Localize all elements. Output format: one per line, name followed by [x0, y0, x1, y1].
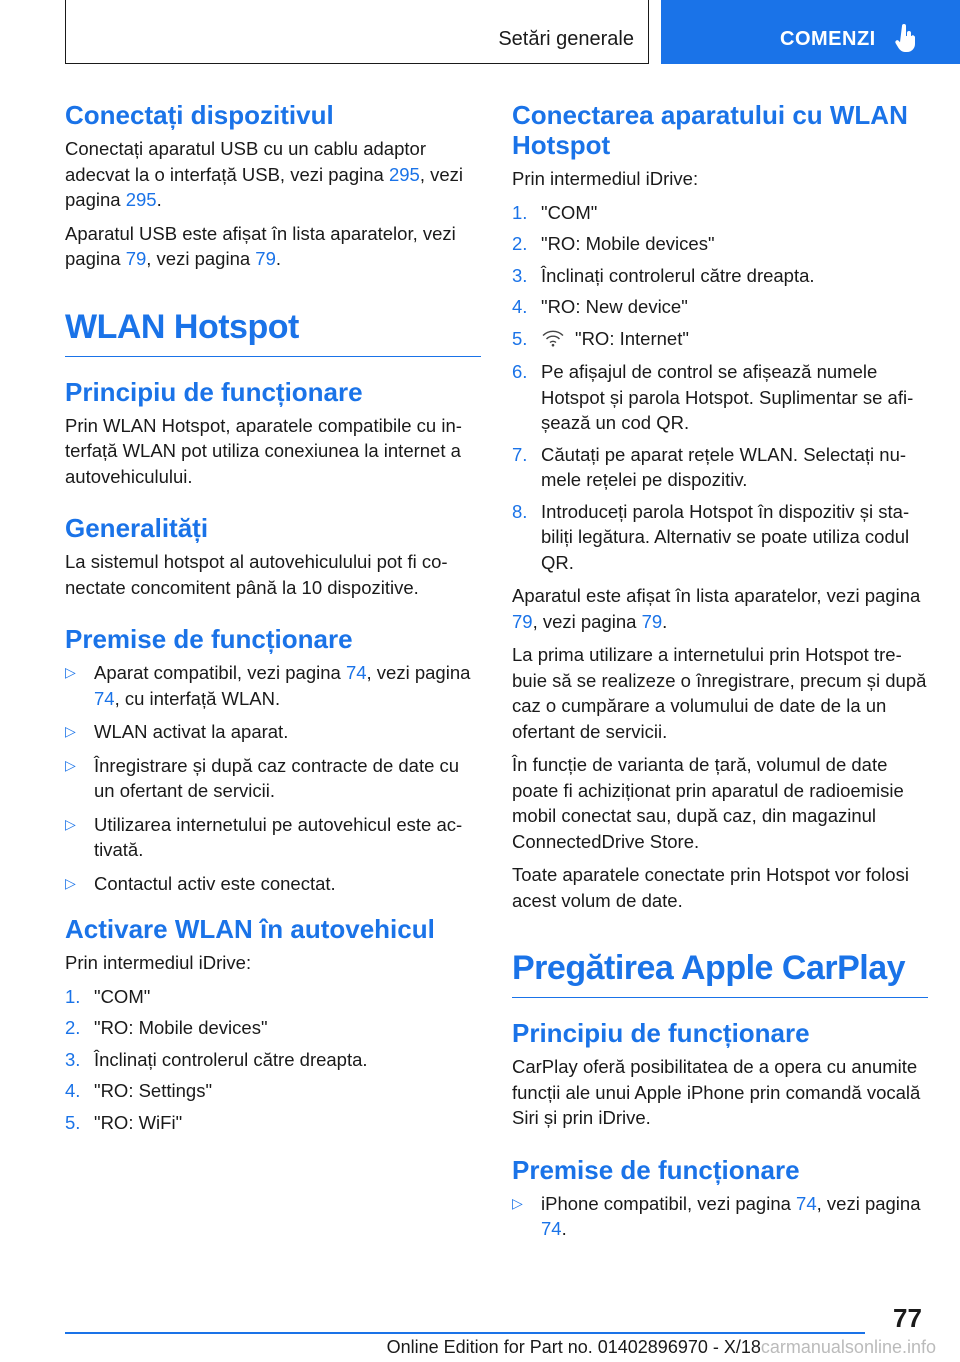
- list-item: 7. Căutați pe aparat rețele WLAN. Selectați numele rețelei pe dispozitiv.: [512, 443, 907, 490]
- page-link[interactable]: 74: [345, 662, 367, 683]
- list-item: 1. "COM": [65, 985, 151, 1007]
- triangle-bullet-icon: ▷: [65, 723, 76, 739]
- carplay-premises-list: [512, 1191, 928, 1242]
- footer-rule: [65, 1332, 865, 1334]
- page-link[interactable]: 79: [641, 610, 663, 632]
- heading-connect-device: Conectați dispozitivul: [65, 100, 334, 130]
- list-item: 6. Pe afișajul de control se afișează numele Hotspot și parola Hotspot. Suplimentar se afișează un cod QR.: [512, 361, 914, 433]
- comenzi-tab[interactable]: [661, 0, 960, 64]
- left-column: [65, 100, 481, 1143]
- para-carplay-principle: CarPlay oferă posibilitatea de a opera cu anumite funcții ale unui Apple iPhone prin comandă vocală Siri și prin iDrive.: [512, 1056, 921, 1128]
- heading-premises: Premise de funcționare: [65, 624, 353, 654]
- list-item: 3. Înclinați controlerul către dreapta.: [512, 264, 815, 286]
- watermark: carmanualsonline.info: [760, 1337, 936, 1357]
- page-link[interactable]: 295: [125, 189, 157, 210]
- page-link[interactable]: 74: [541, 1218, 562, 1239]
- heading-premises: Premise de funcționare: [512, 1154, 800, 1185]
- heading-general: Generalități: [65, 513, 209, 543]
- para-idrive: Prin intermediul iDrive:: [512, 168, 699, 189]
- para-usb-listed: Aparatul USB este afișat în lista aparatelor, vezi pagina 79, vezi pagina 79.: [65, 222, 456, 269]
- para-general: La sistemul hotspot al autovehiculului pot fi conectate concomitent până la 10 dispozitive.: [65, 551, 448, 598]
- list-item: 4. "RO: Settings": [65, 1080, 213, 1101]
- list-item: 5. "RO: Internet": [512, 326, 928, 354]
- hand-pointer-icon: [895, 24, 917, 57]
- list-item: 8. Introduceți parola Hotspot în dispozitiv și stabiliți legătura. Alternativ se poate utiliza codul QR.: [512, 500, 910, 573]
- edition-text: Online Edition for Part no. 01402896970 - X/18: [386, 1337, 761, 1357]
- list-item: ▷ iPhone compatibil, vezi pagina 74, vezi pagina 74.: [512, 1192, 921, 1239]
- page-link[interactable]: 79: [255, 248, 276, 269]
- list-item: ▷ Aparat compatibil, vezi pagina 74, vezi pagina 74, cu interfață WLAN.: [65, 662, 471, 709]
- footer: [0, 1337, 936, 1358]
- para-idrive: Prin intermediul iDrive:: [65, 952, 252, 973]
- list-item: ▷ Utilizarea internetului pe autovehicul este activată.: [65, 813, 463, 860]
- premises-list: [65, 660, 481, 896]
- heading-connect-hotspot: Conectarea aparatului cu WLAN Hotspot: [512, 100, 908, 160]
- triangle-bullet-icon: ▷: [512, 1194, 523, 1211]
- triangle-bullet-icon: ▷: [65, 874, 76, 891]
- wifi-icon: [541, 328, 565, 354]
- para-principle: Prin WLAN Hotspot, aparatele compatibile cu interfață WLAN pot utiliza conexiunea la internet a autovehiculului.: [65, 414, 462, 487]
- tab-label: COMENZI: [780, 28, 876, 50]
- right-column: [512, 100, 928, 1250]
- list-item: 1. "COM": [512, 201, 598, 223]
- page-link[interactable]: 295: [388, 163, 420, 185]
- triangle-bullet-icon: ▷: [65, 815, 76, 832]
- heading-principle: Principiu de funcționare: [65, 376, 363, 407]
- page-link[interactable]: 79: [125, 248, 147, 269]
- list-item: 5. "RO: WiFi": [65, 1111, 183, 1133]
- para-country-variant: În funcție de varianta de țară, volumul de date poate fi achiziționat prin aparatul de radioemisie mobil conectat sau, după caz, din magazinul ConnectedDrive Store.: [512, 754, 904, 852]
- list-item: ▷ Contactul activ este conectat.: [65, 871, 481, 897]
- list-item: ▷ Înregistrare și după caz contracte de date cu un ofertant de servicii.: [65, 754, 460, 801]
- list-item: 2. "RO: Mobile devices": [65, 1017, 268, 1038]
- list-item: ▷ WLAN activat la aparat.: [65, 719, 481, 745]
- triangle-bullet-icon: ▷: [65, 756, 76, 773]
- activate-steps: [65, 984, 481, 1136]
- para-device-listed: Aparatul este afișat în lista aparatelor, vezi pagina 79, vezi pagina 79.: [512, 585, 921, 632]
- page-link[interactable]: 74: [796, 1192, 817, 1214]
- list-item: 2. "RO: Mobile devices": [512, 233, 715, 254]
- list-item: 3. Înclinați controlerul către dreapta.: [65, 1048, 368, 1070]
- para-connect-usb: Conectați aparatul USB cu un cablu adaptor adecvat la o interfață USB, vezi pagina 295, vezi pagina 295.: [65, 138, 464, 210]
- heading-apple-carplay: Pregătirea Apple CarPlay: [512, 949, 928, 998]
- heading-principle: Principiu de funcționare: [512, 1018, 810, 1048]
- triangle-bullet-icon: ▷: [65, 664, 76, 680]
- para-all-devices: Toate aparatele conectate prin Hotspot vor folosi acest volum de date.: [512, 864, 909, 911]
- para-first-use: La prima utilizare a internetului prin Hotspot trebuie să se realizeze o înregistrare, precum și după caz o cumpărare a volumului de date de la un ofertant de servicii.: [512, 644, 927, 742]
- page-link[interactable]: 74: [94, 687, 115, 709]
- header-section-box: [65, 0, 649, 64]
- heading-wlan-hotspot: WLAN Hotspot: [65, 308, 481, 357]
- section-title: Setări generale: [498, 28, 634, 50]
- heading-activate-wlan: Activare WLAN în autovehicul: [65, 914, 435, 944]
- hotspot-steps: [512, 200, 928, 576]
- page-link[interactable]: 79: [512, 610, 533, 632]
- list-item: 4. "RO: New device": [512, 296, 688, 317]
- page-number: 77: [893, 1303, 922, 1333]
